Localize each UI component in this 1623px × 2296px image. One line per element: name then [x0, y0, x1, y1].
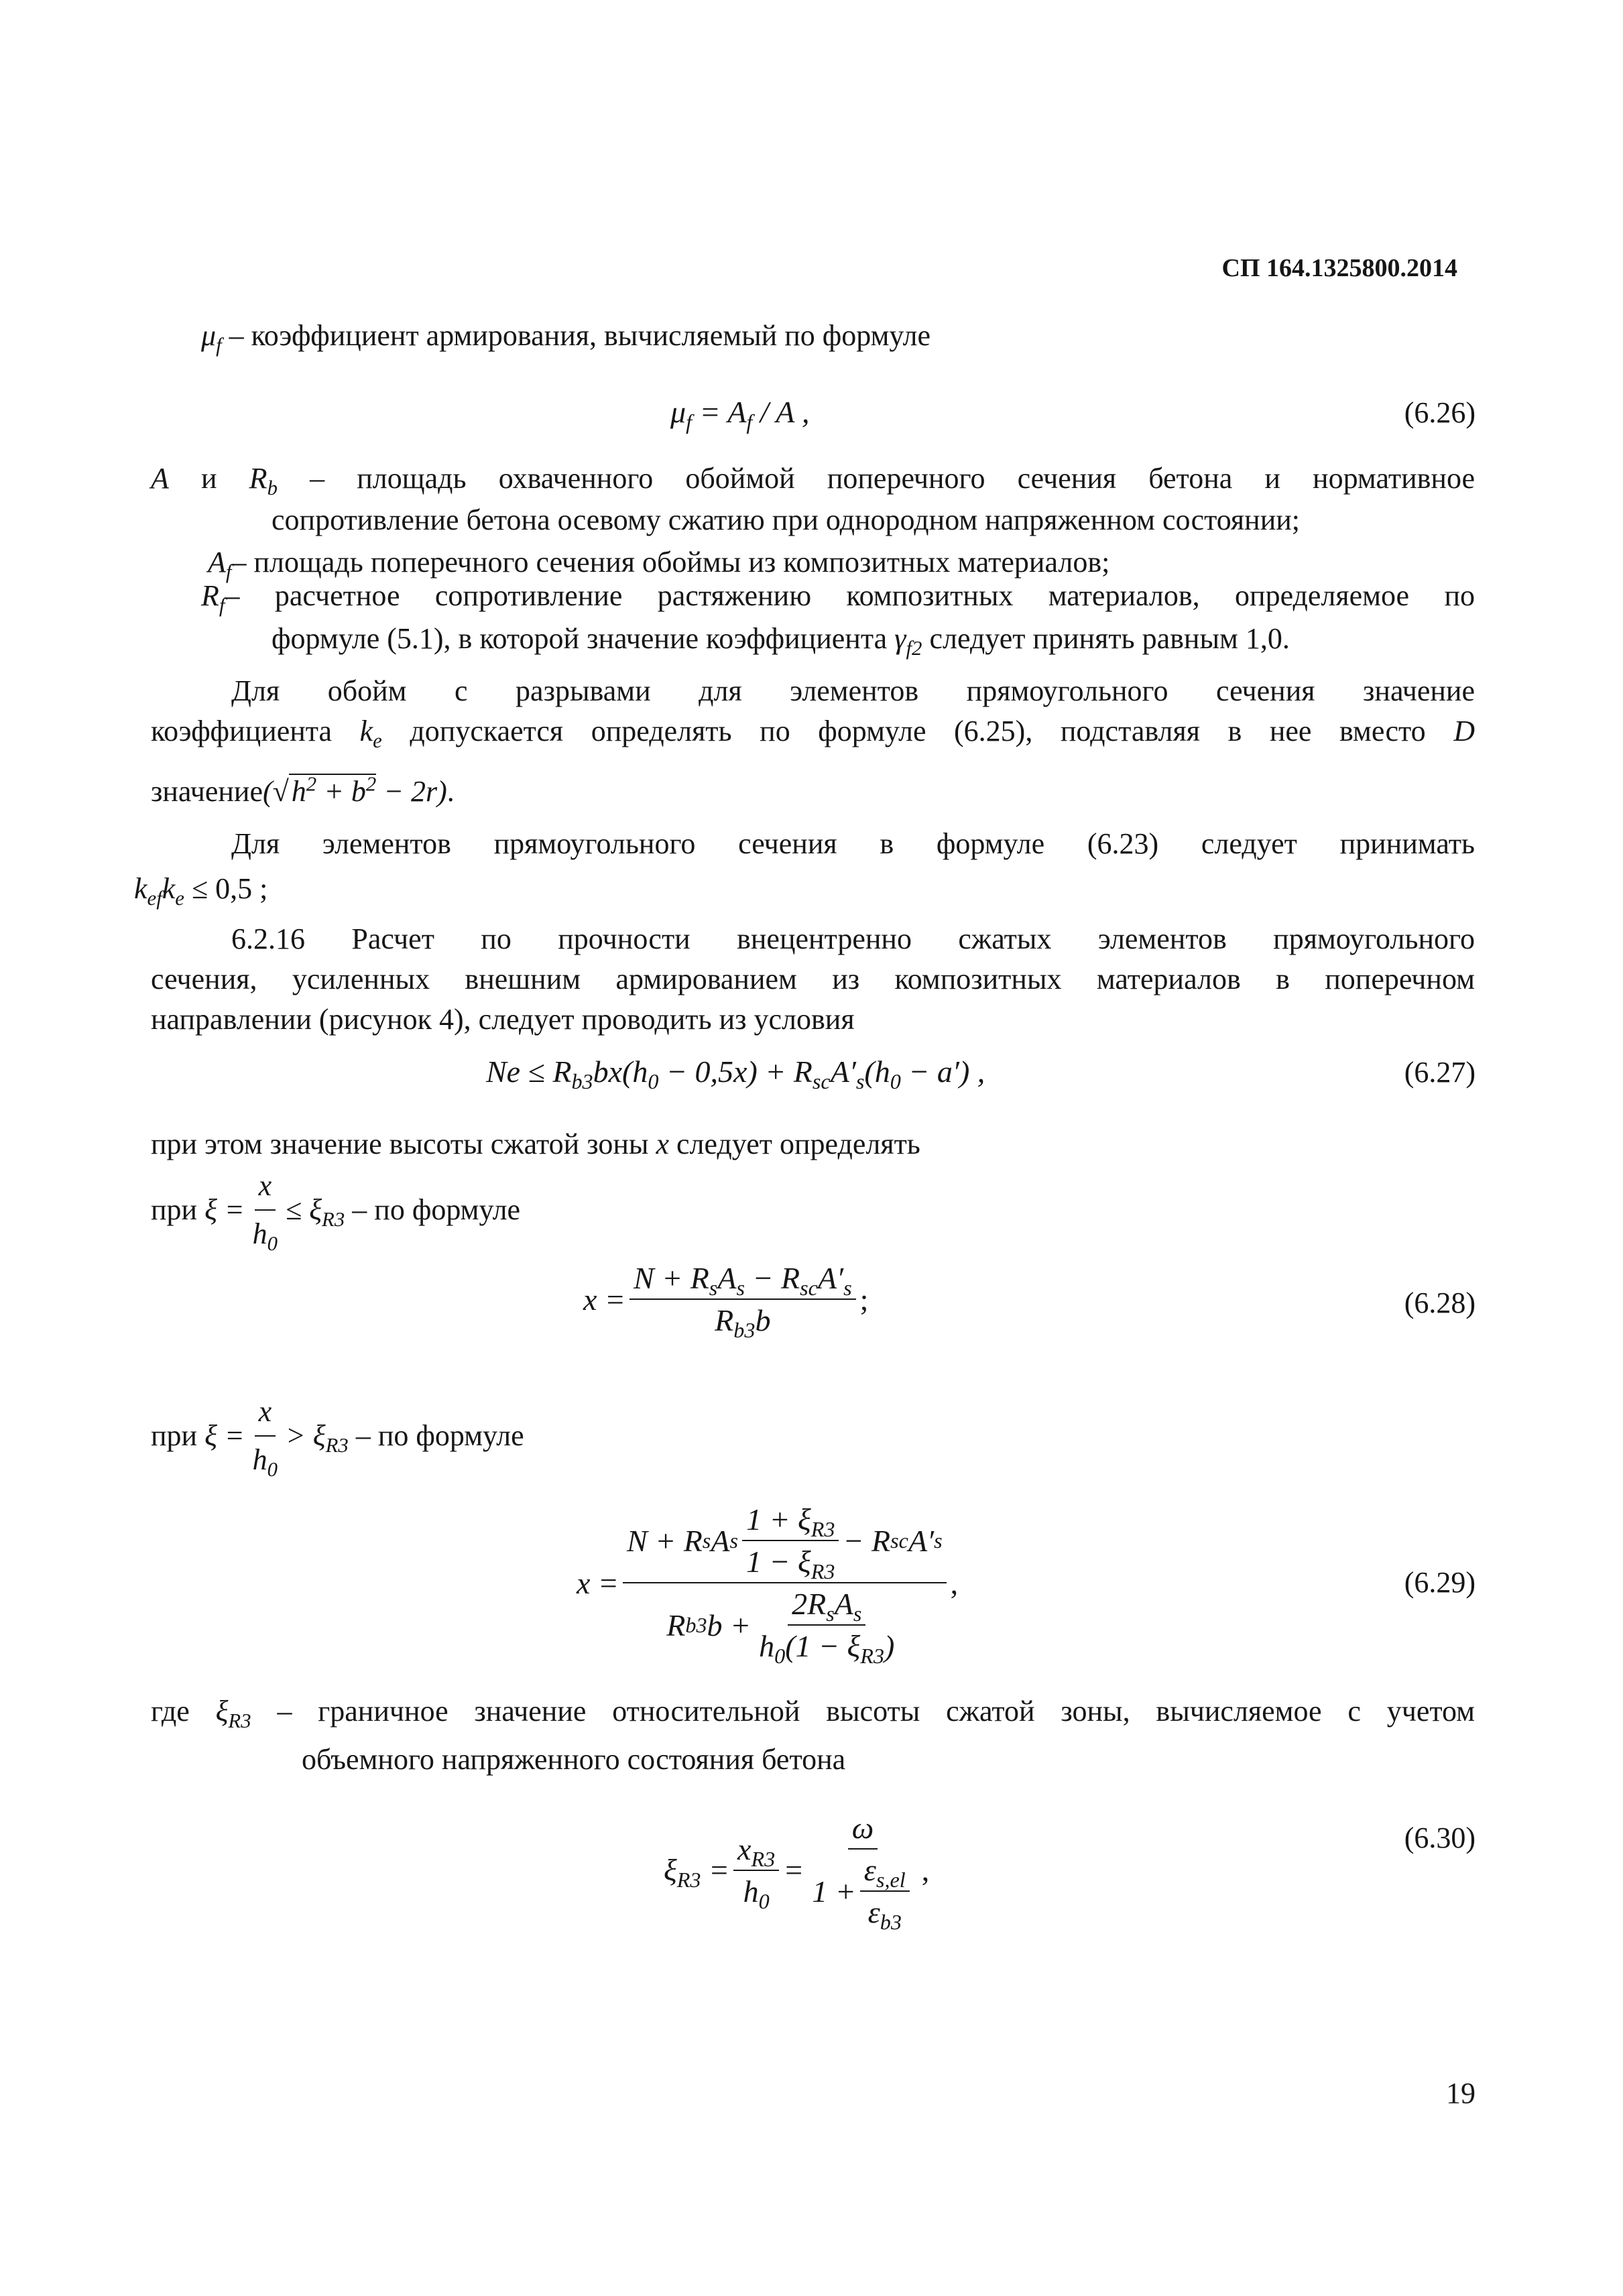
- def-a-rb-line2: сопротивление бетона осевому сжатию при однородном напряженном состоянии;: [272, 503, 1301, 536]
- page-number: 19: [1446, 2077, 1476, 2110]
- para-obo-line3: $значение(√h^2 + b^2 - 2r)$.: [151, 772, 455, 808]
- para-6-2-16-line2: сечения, усиленных внешним армированием из композитных материалов в поперечном: [151, 963, 1475, 995]
- formula-6-27: $Ne \le R_{b3}bx(h_0 - 0,5x) + R_{sc}A'_s(h_0 - a')$ ,: [486, 1054, 985, 1094]
- def-a-rb-line1: A и $R_b$ – площадь охваченного обоймой поперечного сечения бетона и нормативное: [151, 462, 1476, 499]
- mu-f-symbol: $\mu_f$: [201, 319, 222, 357]
- eq-number-6-30: (6.30): [1404, 1821, 1476, 1854]
- para-height: при этом значение высоты сжатой зоны x следует определять: [151, 1128, 920, 1160]
- mu-f-text: – коэффициент армирования, вычисляемый по формуле: [229, 319, 930, 352]
- para-rect-line1: Для элементов прямоугольного сечения в формуле (6.23) следует принимать: [231, 827, 1475, 860]
- eq-number-6-29: (6.29): [1404, 1566, 1476, 1599]
- condition-1: при ξ = $\frac{x}{h_0}$ ≤ $\xi_{R3}$ – по формуле: [151, 1165, 520, 1255]
- eq-number-6-27: (6.27): [1404, 1056, 1476, 1089]
- condition-2: при ξ = $\frac{x}{h_0}$ > $\xi_{R3}$ – по формуле: [151, 1391, 524, 1481]
- formula-6-30: $\xi_{R3}$ = $\frac{x_{R3}}{h_0}$ = ω 1 + $\frac{\varepsilon_{s,el}}{\varepsilon_{b3}}$ ,: [664, 1811, 930, 1935]
- para-obo-line2: коэффициента $k_e$ допускается определять по формуле (6.25), подставляя в нее вместо D: [151, 715, 1476, 752]
- eq-number-6-28: (6.28): [1404, 1286, 1476, 1319]
- para-where-line1: где $\xi_{R3}$ – граничное значение относительной высоты сжатой зоны, вычисляемое с учетом: [151, 1695, 1476, 1732]
- para-where-line2: объемного напряженного состояния бетона: [302, 1743, 846, 1776]
- def-r-f-line1: $R_f-$ расчетное сопротивление растяжению композитных материалов, определяемое по: [201, 579, 1475, 617]
- document-code-header: СП 164.1325800.2014: [1221, 254, 1457, 282]
- formula-6-28: x = $\frac{N + R_sA_s - R_{sc}A'_s}{R_{b3}b}$ ;: [583, 1261, 869, 1343]
- def-a-f: $A_f-$ площадь поперечного сечения обоймы из композитных материалов;: [208, 546, 1110, 583]
- para-rect-line2: $k_{ef}k_e \le 0,5$ ;: [134, 872, 268, 910]
- para-6-2-16-line1: 6.2.16 Расчет по прочности внецентренно сжатых элементов прямоугольного: [231, 922, 1476, 955]
- formula-6-26: $\mu_f = A_f / A$ ,: [670, 395, 810, 434]
- eq-number-6-26: (6.26): [1404, 396, 1476, 429]
- para-obo-line1: Для обойм с разрывами для элементов прямоугольного сечения значение: [231, 674, 1475, 707]
- para-6-2-16-line3: направлении (рисунок 4), следует проводить из условия: [151, 1003, 855, 1036]
- def-r-f-line2: формуле (5.1), в которой значение коэффициента $\gamma_{f2}$ следует принять равным 1,0.: [272, 622, 1290, 660]
- def-mu-f: [201, 315, 930, 357]
- formula-6-29: x = N + R s A s $\frac{1 + \xi_{R3}}{1 - \xi_{R3}}$ − R sc A′ s R b3 b + $\frac{2R_sA_s}{h_0(1 - \xi_{R3})}$ ,: [577, 1502, 959, 1669]
